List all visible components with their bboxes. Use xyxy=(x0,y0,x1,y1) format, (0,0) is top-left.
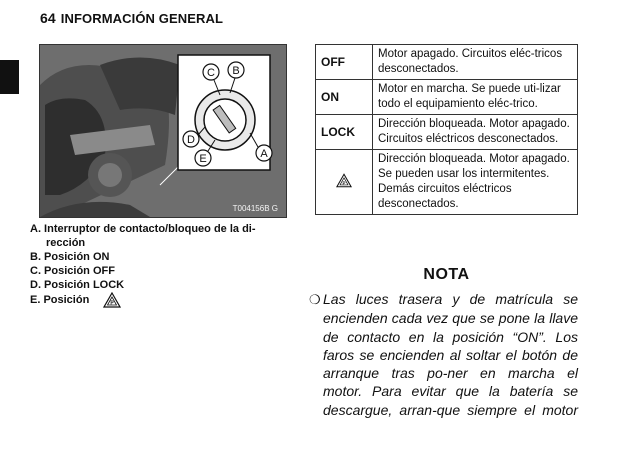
switch-positions-table xyxy=(315,44,578,215)
section-tab-marker xyxy=(0,60,19,94)
table-row xyxy=(316,115,578,150)
figure-captions xyxy=(30,222,280,308)
ignition-switch-illustration xyxy=(40,45,286,217)
svg-text:P: P xyxy=(110,300,114,307)
note-body xyxy=(309,290,578,419)
position-key: ON xyxy=(316,80,373,115)
position-description: Dirección bloqueada. Motor apagado. Se pueden usar los intermitentes. Demás circuitos eléctricos desconectados. xyxy=(373,150,578,215)
parking-warning-triangle-icon xyxy=(103,292,121,308)
callout-e-label: E xyxy=(199,153,207,165)
callout-c-label: C xyxy=(207,67,215,79)
note-bullet: ❍ xyxy=(309,292,321,307)
note-title: NOTA xyxy=(423,266,470,283)
callout-a-label: A xyxy=(260,148,268,160)
caption-c: C. Posición OFF xyxy=(30,265,115,277)
position-key: OFF xyxy=(316,45,373,80)
caption-e: E. Posición xyxy=(30,294,90,306)
position-description: Motor en marcha. Se puede uti-lizar todo el equipamiento eléc-trico. xyxy=(373,80,578,115)
caption-b: B. Posición ON xyxy=(30,251,110,263)
page-title: INFORMACIÓN GENERAL xyxy=(60,11,224,26)
parking-warning-triangle-icon xyxy=(336,173,352,188)
caption-a-continued: rección xyxy=(46,237,86,249)
table-row xyxy=(316,80,578,115)
figure-code: T004156B G xyxy=(232,204,278,213)
svg-text:P: P xyxy=(342,180,346,185)
page-header xyxy=(40,10,223,26)
caption-e-row xyxy=(30,292,280,308)
position-key: LOCK xyxy=(316,115,373,150)
position-key xyxy=(316,150,373,215)
callout-b-label: B xyxy=(232,65,240,77)
position-description: Motor apagado. Circuitos eléc-tricos desconectados. xyxy=(373,45,578,80)
caption-a: A. Interruptor de contacto/bloqueo de la di- xyxy=(30,223,256,235)
note-text: Las luces trasera y de matrícula se encienden cada vez que se pone la llave de contacto en la posición “ON”. Los faros se encienden al soltar el botón de arranque tras po-ner en marcha el motor. Para evitar que la batería se descargue, arran-que siempre el motor xyxy=(323,291,578,418)
ignition-switch-figure xyxy=(39,44,287,218)
callout-d-label: D xyxy=(187,134,195,146)
page-number: 64 xyxy=(40,10,56,26)
table-row xyxy=(316,45,578,80)
table-row xyxy=(316,150,578,215)
position-description: Dirección bloqueada. Motor apagado. Circuitos eléctricos desconectados. xyxy=(373,115,578,150)
caption-d: D. Posición LOCK xyxy=(30,279,125,291)
